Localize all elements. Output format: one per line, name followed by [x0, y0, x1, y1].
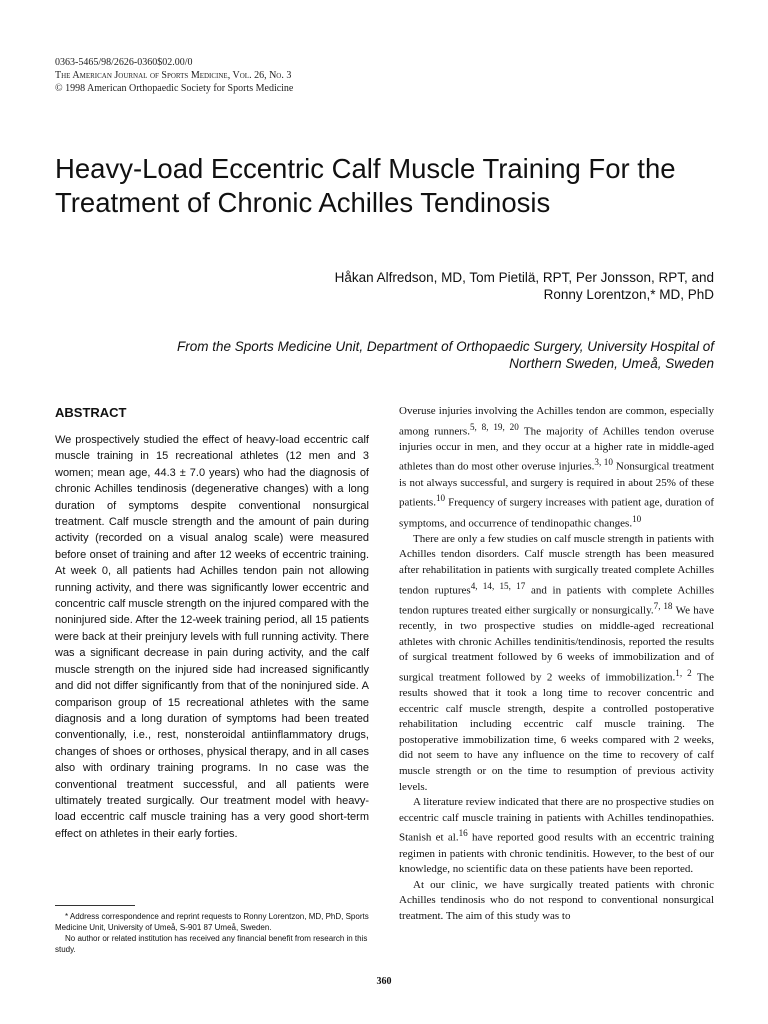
body-paragraph-4: At our clinic, we have surgically treated patients with chronic Achilles tendinosis who do not respond to conventional nonsurgical treatment. The aim of this study was to [399, 878, 714, 923]
reference-superscript: 10 [632, 513, 642, 524]
reference-superscript: 10 [435, 493, 446, 504]
author-list [194, 269, 714, 303]
reference-superscript: 5, 8, 19, 20 [469, 421, 519, 432]
author-line-2: Ronny Lorentzon,* MD, PhD [543, 287, 714, 302]
affiliation [54, 338, 714, 372]
reference-superscript: 7, 18 [653, 600, 673, 611]
body-column [399, 404, 714, 925]
abstract-heading: ABSTRACT [55, 405, 127, 420]
body-paragraph-2: There are only a few studies on calf muscle strength in patients with Achilles tendon disorders. Calf muscle strength has been measured after rehabilitation in patients with surgically treated complete Achilles tendon ruptures$^{4, 14, 15, 17}$ and in patients with complete Achilles tendon ruptures treated either surgically or nonsurgically.$^{7, 18}$ We have recently, in two prospective studies on middle-aged recreational athletes with chronic Achilles tendinitis/tendinosis, reported the results of surgical treatment followed by 6 weeks of immobilization and of surgical treatment followed by 2 weeks of immobilization.$^{1, 2}$ The results showed that it took a long time to recover concentric and eccentric calf muscle strength, despite a controlled postoperative rehabilitation including eccentric calf muscle training. The postoperative immobilization time, 6 weeks compared with 2 weeks, did not seem to have any influence on the time to recovery of calf muscle strength or on the time to resumption of previous activity levels. [399, 532, 715, 793]
abstract-text: We prospectively studied the effect of heavy-load eccentric calf muscle training in 15 recreational athletes (12 men and 3 women; mean age, 44.3 ± 7.0 years) who had the diagnosis of chronic Achilles tendinosis (degenerative changes) with a long duration of symptoms despite conventional nonsurgical treatment. Calf muscle strength and the amount of pain during activity (recorded on a visual analog scale) were measured before onset of training and after 12 weeks of eccentric training. At week 0, all patients had Achilles tendon pain not allowing running activity, and there was significantly lower eccentric and concentric calf muscle strength on the injured compared with the noninjured side. After the 12-week training period, all 15 patients were back at their preinjury levels with full running activity. There was a significant decrease in pain during activity, and the calf muscle strength on the injured side had increased significantly and did not differ significantly from that of the noninjured side. A comparison group of 15 recreational athletes with the same diagnosis and a long duration of symptoms had been treated conventionally, i.e., rest, nonsteroidal antiinflammatory drugs, changes of shoes or orthoses, physical therapy, and in all cases also with ordinary training programs. In no case was the conventional treatment successful, and all patients were ultimately treated surgically. Our treatment model with heavy-load eccentric calf muscle training has a very good short-term effect on athletes in their early forties. [55, 434, 369, 840]
author-line-1: Håkan Alfredson, MD, Tom Pietilä, RPT, Per Jonsson, RPT, and [334, 270, 714, 285]
copyright-line: © 1998 American Orthopaedic Society for Sports Medicine [55, 83, 294, 94]
reference-superscript: 4, 14, 15, 17 [470, 580, 526, 591]
affiliation-line-1: From the Sports Medicine Unit, Department of Orthopaedic Surgery, University Hospital of [177, 339, 714, 354]
footnotes [55, 911, 369, 955]
page-number: 360 [376, 976, 392, 987]
body-paragraph-1: Overuse injuries involving the Achilles tendon are common, especially among runners.$^{5, 8, 19, 20}$ The majority of Achilles tendon overuse injuries occur in men, and they occur at a higher rate in middle-aged athletes than do most other overuse injuries.$^{3, 10}$ Nonsurgical treatment is not always successful, and surgery is required in about 25% of these patients.$^{10}$ Frequency of surgery increases with patient age, duration of symptoms, and occurrence of tendinopathic changes.$^{10}$ [399, 405, 715, 530]
reference-superscript: 3, 10 [594, 457, 613, 468]
correspondence-footnote: * Address correspondence and reprint requests to Ronny Lorentzon, MD, PhD, Sports Medicine Unit, University of Umeå, S-901 87 Umeå, Sweden. [55, 912, 369, 932]
journal-header [55, 56, 293, 95]
affiliation-line-2: Northern Sweden, Umeå, Sweden [509, 356, 714, 371]
footnote-divider [55, 905, 135, 906]
funding-footnote: No author or related institution has received any financial benefit from research in this study. [55, 934, 368, 954]
journal-citation: The American Journal of Sports Medicine, Vol. 26, No. 3 [55, 70, 292, 81]
article-code: 0363-5465/98/2626-0360$02.00/0 [55, 57, 193, 68]
article-title: Heavy-Load Eccentric Calf Muscle Training For the Treatment of Chronic Achilles Tendinosis [55, 153, 676, 218]
body-paragraph-3: A literature review indicated that there are no prospective studies on eccentric calf muscle training in patients with Achilles tendinopathies. Stanish et al.$^{16}$ have reported good results with an eccentric training regimen in patients with chronic tendinitis. However, to the best of our knowledge, no scientific data on these patients have been reported. [399, 796, 714, 876]
reference-superscript: 1, 2 [675, 667, 692, 678]
reference-superscript: 16 [458, 828, 468, 839]
